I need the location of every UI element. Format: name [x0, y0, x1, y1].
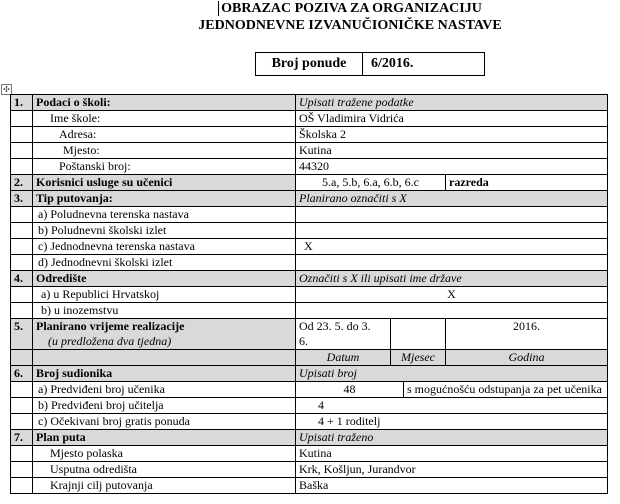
- section-number: 3.: [11, 191, 33, 207]
- field-extra[interactable]: s mogućnošću odstupanja za pet učenika: [404, 382, 608, 398]
- move-icon[interactable]: ✣: [1, 84, 12, 95]
- field-value[interactable]: X: [296, 239, 608, 255]
- section-number: 2.: [11, 175, 33, 191]
- field-value[interactable]: X: [296, 287, 608, 303]
- date-range-line-1: Od 23. 5. do 3.: [299, 319, 371, 333]
- table-row: [11, 414, 608, 430]
- classes-value[interactable]: 5.a, 5.b, 6.a, 6.b, 6.c: [296, 175, 446, 191]
- date-range-field[interactable]: [296, 319, 391, 350]
- section-title: Korisnici usluge su učenici: [33, 175, 296, 191]
- section-number: 1.: [11, 95, 33, 111]
- section-subheader: [11, 350, 608, 366]
- field-label: Mjesto polaska: [33, 446, 296, 462]
- field-value[interactable]: [296, 207, 608, 223]
- section-note: Označiti s X ili upisati ime države: [296, 271, 608, 287]
- table-row: [11, 478, 608, 494]
- field-label: Krajnji cilj putovanja: [33, 478, 296, 494]
- offer-label: Broj ponude: [256, 53, 363, 75]
- section-header: [11, 191, 608, 207]
- section-title: Plan puta: [33, 430, 296, 446]
- field-label: c) Očekivani broj gratis ponuda: [33, 414, 296, 430]
- table-row: [11, 239, 608, 255]
- title-line-1: OBRAZAC POZIVA ZA ORGANIZACIJU: [218, 1, 482, 16]
- section-title: Tip putovanja:: [33, 191, 296, 207]
- field-value[interactable]: [296, 303, 608, 319]
- section-number: 5.: [11, 319, 33, 350]
- section-note: Upisati tražene podatke: [296, 95, 608, 111]
- section-note: Planirano označiti s X: [296, 191, 608, 207]
- section-title: Odredište: [33, 271, 296, 287]
- field-value[interactable]: Baška: [296, 478, 608, 494]
- field-label: c) Jednodnevna terenska nastava: [33, 239, 296, 255]
- section-title: Broj sudionika: [33, 366, 296, 382]
- title-line-2: JEDNODNEVNE IZVANUČIONIČKE NASTAVE: [198, 18, 502, 33]
- field-value[interactable]: 4 + 1 roditelj: [296, 414, 608, 430]
- col-godina: Godina: [446, 350, 608, 366]
- offer-number-box: [255, 52, 485, 76]
- field-label: Ime škole:: [33, 111, 296, 127]
- section-number: 4.: [11, 271, 33, 287]
- table-row: [11, 111, 608, 127]
- field-value[interactable]: [296, 255, 608, 271]
- field-label: a) Poludnevna terenska nastava: [33, 207, 296, 223]
- form-title: [150, 0, 550, 34]
- field-value[interactable]: 44320: [296, 159, 608, 175]
- field-label: a) u Republici Hrvatskoj: [33, 287, 296, 303]
- col-mjesec: Mjesec: [391, 350, 446, 366]
- section-title-cell: [33, 319, 296, 350]
- field-label: b) Predviđeni broj učitelja: [33, 398, 296, 414]
- section-header: [11, 175, 608, 191]
- field-value[interactable]: [296, 223, 608, 239]
- table-row: [11, 255, 608, 271]
- field-value[interactable]: Kutina: [296, 143, 608, 159]
- col-datum: Datum: [296, 350, 391, 366]
- table-row: [11, 127, 608, 143]
- field-label: Adresa:: [33, 127, 296, 143]
- section-note: Upisati broj: [296, 366, 608, 382]
- table-row: [11, 223, 608, 239]
- section-subtitle: (u predložena dva tjedna): [48, 334, 172, 348]
- field-label: Poštanski broj:: [33, 159, 296, 175]
- table-row: [11, 446, 608, 462]
- section-title: Planirano vrijeme realizacije: [36, 319, 185, 333]
- month-field[interactable]: [391, 319, 446, 350]
- field-label: Mjesto:: [33, 143, 296, 159]
- form-table: [10, 94, 608, 494]
- field-label: b) Poludnevni školski izlet: [33, 223, 296, 239]
- field-label: Usputna odredišta: [33, 462, 296, 478]
- field-label: d) Jednodnevni školski izlet: [33, 255, 296, 271]
- field-label: b) u inozemstvu: [33, 303, 296, 319]
- classes-suffix: razreda: [446, 175, 608, 191]
- field-value[interactable]: 4: [296, 398, 608, 414]
- field-value[interactable]: 48: [296, 382, 404, 398]
- table-row: [11, 159, 608, 175]
- section-number: 6.: [11, 366, 33, 382]
- table-row: [11, 287, 608, 303]
- field-value[interactable]: OŠ Vladimira Vidrića: [296, 111, 608, 127]
- section-header: [11, 271, 608, 287]
- table-row: [11, 207, 608, 223]
- year-field[interactable]: 2016.: [446, 319, 608, 350]
- table-row: [11, 398, 608, 414]
- field-value[interactable]: Kutina: [296, 446, 608, 462]
- section-title: Podaci o školi:: [33, 95, 296, 111]
- section-note: Upisati traženo: [296, 430, 608, 446]
- offer-value[interactable]: 6/2016.: [371, 56, 414, 71]
- table-row: [11, 382, 608, 398]
- table-row: [11, 303, 608, 319]
- field-label: a) Predviđeni broj učenika: [33, 382, 296, 398]
- section-header: [11, 366, 608, 382]
- section-header: [11, 430, 608, 446]
- table-row: [11, 462, 608, 478]
- field-value[interactable]: Školska 2: [296, 127, 608, 143]
- date-range-line-2: 6.: [299, 334, 308, 348]
- section-number: 7.: [11, 430, 33, 446]
- section-header: [11, 95, 608, 111]
- field-value[interactable]: Krk, Košljun, Jurandvor: [296, 462, 608, 478]
- table-row: [11, 143, 608, 159]
